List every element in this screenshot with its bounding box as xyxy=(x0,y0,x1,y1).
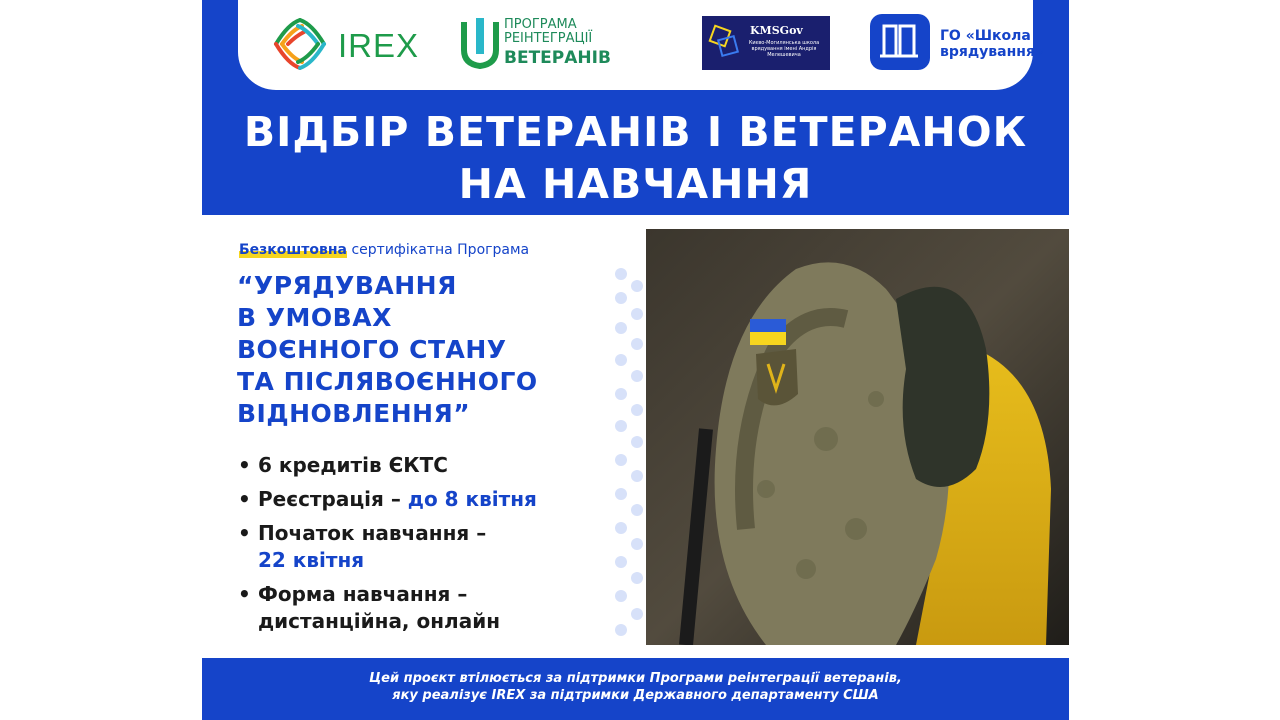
school-line-2: врядування» xyxy=(940,44,1044,60)
start-date: 22 квітня xyxy=(258,548,365,572)
program-name-line: “УРЯДУВАННЯ xyxy=(237,271,457,300)
decorative-dots xyxy=(607,268,647,648)
footer-line-2: яку реалізує IREX за підтримки Державного департаменту США xyxy=(392,688,879,703)
list-item-form xyxy=(238,581,618,635)
school-line-1: ГО «Школа xyxy=(940,28,1031,44)
soldier-photo xyxy=(646,229,1069,645)
poster xyxy=(202,0,1069,720)
program-line-1: ПРОГРАМА xyxy=(504,17,577,32)
program-name xyxy=(237,270,617,430)
program-name-line: ВІДНОВЛЕННЯ” xyxy=(237,399,471,428)
registration-deadline: до 8 квітня xyxy=(407,487,537,511)
list-item-start xyxy=(238,520,618,574)
program-line-2: РЕІНТЕГРАЦІЇ xyxy=(504,31,593,46)
school-logo-icon xyxy=(870,14,930,70)
certificate-label: сертифікатна Програма xyxy=(347,242,530,258)
header-band xyxy=(202,0,1069,215)
form-label: Форма навчання – xyxy=(258,582,468,606)
program-name-line: ТА ПІСЛЯВОЄННОГО xyxy=(237,367,538,396)
veterans-program-logo xyxy=(460,14,660,74)
free-label: Безкоштовна xyxy=(239,242,348,258)
certificate-line xyxy=(239,242,529,258)
logo-bar xyxy=(238,0,1044,90)
form-value: дистанційна, онлайн xyxy=(258,609,501,633)
kmsgov-title: KMSGov xyxy=(750,24,803,37)
footer xyxy=(202,658,1069,720)
list-item-credits xyxy=(238,452,618,479)
kmsgov-subtitle: Києво-Могилянська школа врядування імені Андрія Мелешевича xyxy=(748,40,820,58)
start-label: Початок навчання – xyxy=(258,521,487,545)
program-line-3: ВЕТЕРАНІВ xyxy=(504,48,611,68)
irex-logo xyxy=(268,14,438,74)
title-line-2: НА НАВЧАННЯ xyxy=(458,160,813,208)
list-item-registration xyxy=(238,486,618,513)
page-title xyxy=(202,106,1069,210)
irex-logo-icon xyxy=(268,14,332,74)
program-name-line: ВОЄННОГО СТАНУ xyxy=(237,335,507,364)
title-line-1: ВІДБІР ВЕТЕРАНІВ І ВЕТЕРАНОК xyxy=(243,108,1028,156)
footer-line-1: Цей проєкт втілюється за підтримки Програми реінтеграції ветеранів, xyxy=(369,671,902,686)
irex-logo-text: IREX xyxy=(338,27,420,64)
veterans-program-logo-icon xyxy=(460,14,500,70)
credits-text: 6 кредитів ЄКТС xyxy=(258,453,448,477)
details-list xyxy=(238,452,618,642)
program-name-line: В УМОВАХ xyxy=(237,303,392,332)
registration-label: Реєстрація – xyxy=(258,487,408,511)
kmsgov-logo xyxy=(702,16,830,70)
school-logo xyxy=(870,14,1050,70)
